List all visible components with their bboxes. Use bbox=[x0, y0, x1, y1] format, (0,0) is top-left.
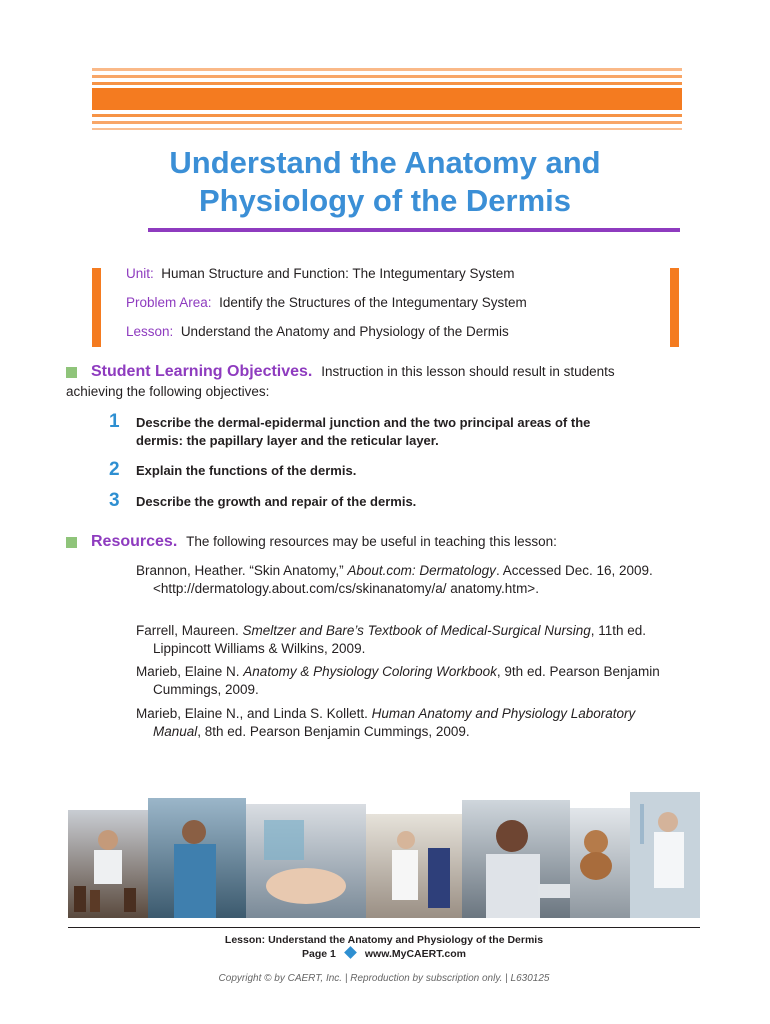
reference-3-details: , 9th ed. Pearson Benjamin Cummings, 2009. bbox=[153, 664, 660, 697]
resources-heading: Resources. bbox=[91, 533, 178, 550]
resources-heading-line bbox=[91, 533, 557, 551]
objective-number-1: 1 bbox=[109, 411, 120, 432]
objective-number-2: 2 bbox=[109, 459, 120, 480]
objectives-intro-2: achieving the following objectives: bbox=[66, 384, 270, 399]
reference-4-author: Marieb, Elaine N., and Linda S. Kollett. bbox=[136, 706, 372, 721]
reference-2-details: , 11th ed. Lippincott Williams & Wilkins, 2009. bbox=[153, 623, 647, 656]
reference-4-details: , 8th ed. Pearson Benjamin Cummings, 2009. bbox=[197, 724, 470, 739]
reference-1-author: Brannon, Heather. “Skin Anatomy,” bbox=[136, 563, 348, 578]
lesson-label: Lesson: bbox=[126, 324, 174, 339]
reference-1 bbox=[136, 562, 663, 598]
lesson-value: Understand the Anatomy and Physiology of the Dermis bbox=[180, 324, 509, 339]
footer-lesson: Lesson: Understand the Anatomy and Physiology of the Dermis bbox=[224, 934, 544, 946]
resources-bullet-icon bbox=[66, 537, 77, 548]
reference-3-title: Anatomy & Physiology Coloring Workbook bbox=[243, 664, 497, 679]
problem-area-value: Identify the Structures of the Integumentary System bbox=[219, 295, 527, 310]
diamond-icon bbox=[344, 946, 357, 959]
page-title bbox=[90, 144, 680, 220]
objectives-heading: Student Learning Objectives. bbox=[91, 363, 313, 380]
objective-1-line-2: dermis: the papillary layer and the reticular layer. bbox=[136, 433, 439, 448]
objectives-bullet-icon bbox=[66, 367, 77, 378]
reference-2-author: Farrell, Maureen. bbox=[136, 623, 243, 638]
objectives-heading-line bbox=[91, 363, 615, 381]
unit-value: Human Structure and Function: The Integumentary System bbox=[161, 266, 515, 281]
problem-area-line bbox=[126, 295, 527, 310]
lesson-line bbox=[126, 324, 509, 339]
meta-right-bar bbox=[670, 268, 679, 347]
title-divider bbox=[148, 228, 680, 232]
footer-page-line bbox=[68, 948, 700, 960]
unit-line bbox=[126, 266, 514, 281]
objective-number-3: 3 bbox=[109, 490, 120, 511]
problem-area-label: Problem Area: bbox=[126, 295, 212, 310]
objective-3: Describe the growth and repair of the dermis. bbox=[136, 494, 417, 509]
header-banner bbox=[92, 68, 682, 130]
reference-2 bbox=[136, 622, 663, 658]
reference-3-author: Marieb, Elaine N. bbox=[136, 664, 244, 679]
footer-site-link[interactable]: www.MyCAERT.com bbox=[364, 948, 466, 960]
resources-intro: The following resources may be useful in teaching this lesson: bbox=[186, 534, 557, 549]
reference-1-details: . Accessed Dec. 16, 2009. <http://dermatology.about.com/cs/skinanatomy/a/ anatomy.htm>. bbox=[153, 563, 653, 596]
objective-1 bbox=[136, 414, 676, 450]
title-line-2: Physiology of the Dermis bbox=[198, 183, 572, 218]
photo-collage bbox=[68, 792, 700, 918]
footer-divider bbox=[68, 927, 700, 928]
objectives-intro-1: Instruction in this lesson should result in students bbox=[321, 364, 615, 379]
footer-page-number: Page 1 bbox=[302, 948, 336, 960]
unit-label: Unit: bbox=[126, 266, 154, 281]
reference-4 bbox=[136, 705, 663, 741]
footer-copyright: Copyright © by CAERT, Inc. | Reproduction by subscription only. | L630125 bbox=[218, 973, 550, 984]
reference-4-title: Human Anatomy and Physiology Laboratory Manual bbox=[153, 706, 636, 739]
reference-1-title: About.com: Dermatology bbox=[347, 563, 496, 578]
title-line-1: Understand the Anatomy and bbox=[169, 145, 601, 180]
reference-3 bbox=[136, 663, 663, 699]
reference-2-title: Smeltzer and Bare’s Textbook of Medical-Surgical Nursing bbox=[242, 623, 591, 638]
meta-left-bar bbox=[92, 268, 101, 347]
objective-1-line-1: Describe the dermal-epidermal junction and the two principal areas of the bbox=[136, 415, 591, 430]
objective-2: Explain the functions of the dermis. bbox=[136, 463, 357, 478]
